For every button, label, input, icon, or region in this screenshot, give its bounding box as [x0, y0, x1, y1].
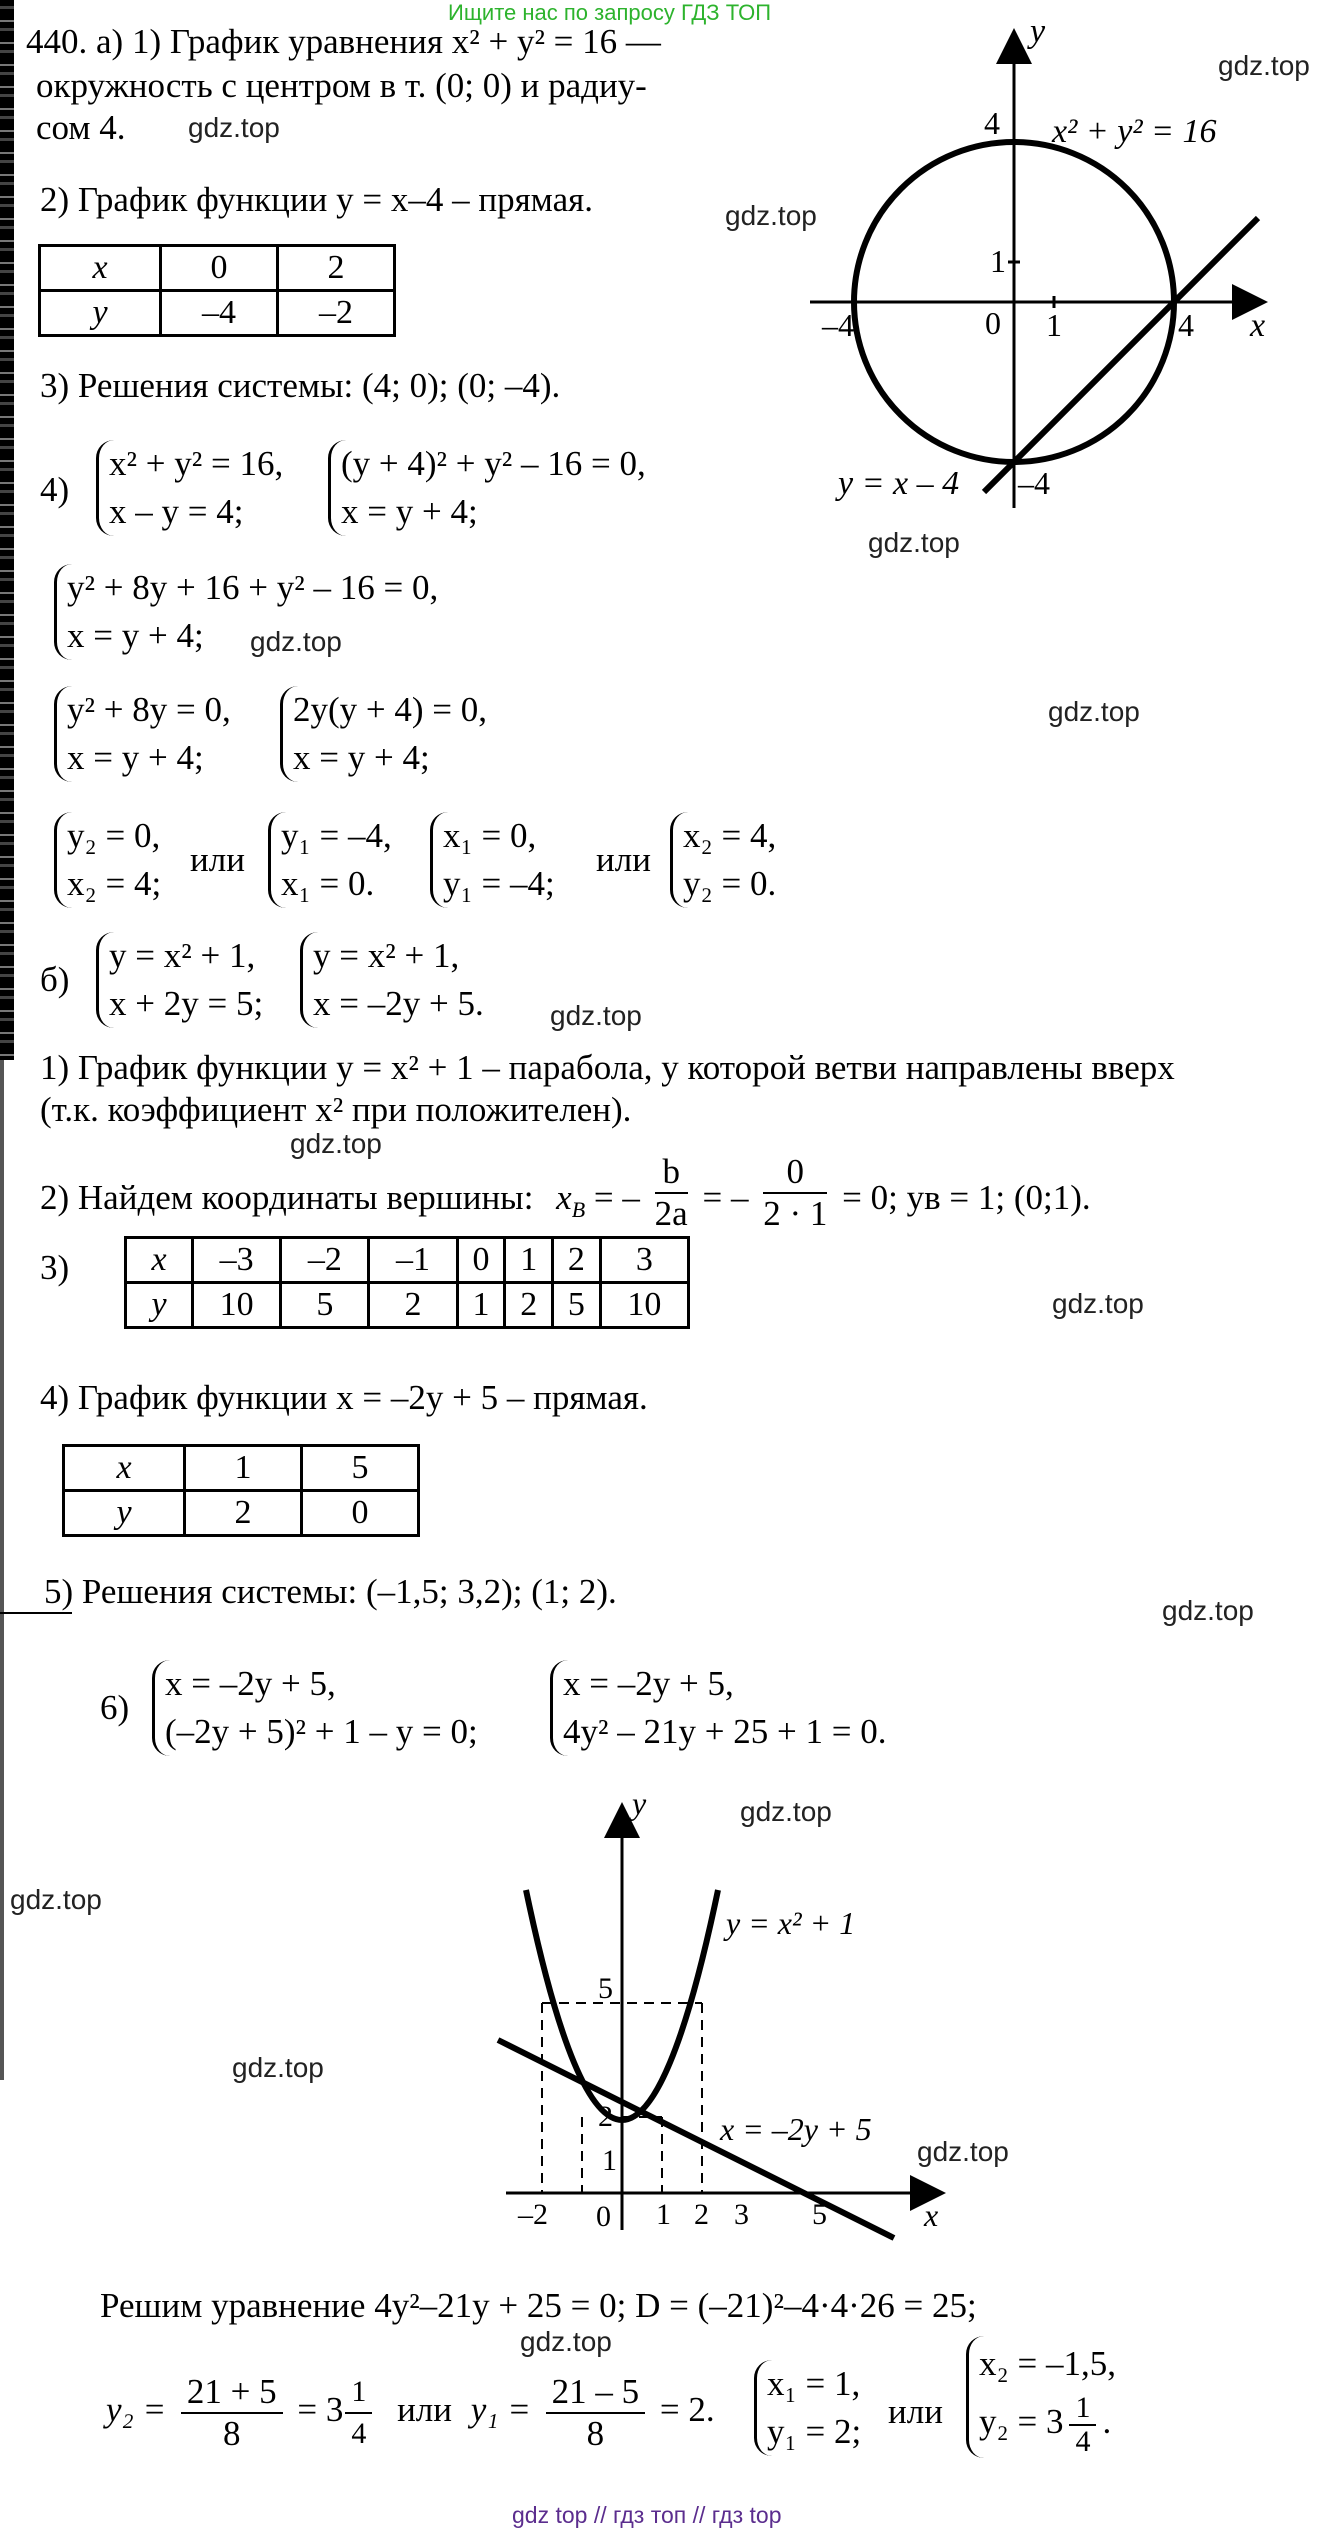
equation: y₁ = –4,	[281, 816, 392, 855]
part-label: б)	[40, 960, 70, 999]
watermark: gdz.top	[1162, 1595, 1254, 1626]
step-text: 1) График функции y = x² + 1 – парабола, у которой ветви направлены вверх	[40, 1048, 1175, 1087]
parabola-line-graph	[470, 1790, 970, 2260]
equation-system	[54, 564, 438, 660]
table-cell: 5	[302, 1446, 419, 1491]
equation: x₂ = 4;	[67, 864, 162, 903]
values-table-1	[38, 244, 396, 337]
equation: y₂ = 0,	[67, 816, 161, 855]
values-table-2	[124, 1236, 690, 1329]
tick-label: 1	[656, 2198, 671, 2231]
watermark: gdz.top	[550, 1000, 642, 1031]
tick-label: 4	[1178, 307, 1194, 343]
step-label: 6)	[100, 1688, 130, 1727]
watermark: gdz.top	[1048, 696, 1140, 727]
tick-label: 1	[1046, 307, 1062, 343]
equation: x = y + 4;	[341, 492, 478, 531]
equation: x = y + 4;	[293, 738, 430, 777]
equation: x = –2y + 5,	[165, 1664, 336, 1703]
equation: 4y² – 21y + 25 + 1 = 0.	[563, 1712, 887, 1751]
circle-label: x² + y² = 16	[1052, 113, 1217, 150]
equation-system	[268, 812, 392, 908]
step-label: 3)	[40, 1248, 70, 1287]
equation-system	[328, 440, 646, 536]
watermark: gdz.top	[520, 2326, 612, 2357]
table-cell: 0	[457, 1238, 505, 1283]
circle-line-graph	[780, 20, 1300, 520]
scan-edge-lower	[0, 1060, 4, 2080]
header-banner: Ищите нас по запросу ГДЗ ТОП	[448, 0, 772, 25]
parabola-label: y = x² + 1	[726, 1905, 856, 1941]
equation-system	[670, 812, 776, 908]
step-text: = 0; yв = 1; (0;1).	[842, 1178, 1091, 1218]
table-cell: 2	[553, 1238, 601, 1283]
tick-label: –4	[822, 307, 854, 343]
or-word: или	[888, 2392, 943, 2431]
scan-edge	[0, 0, 14, 1060]
equation-system	[430, 812, 555, 908]
fraction-numerator: 21 – 5	[546, 2372, 646, 2414]
table-cell: 10	[193, 1283, 281, 1328]
equation-system	[966, 2336, 1116, 2458]
equation: 2y(y + 4) = 0,	[293, 690, 488, 729]
table-cell: 0	[161, 246, 278, 291]
table-cell: 2	[505, 1283, 553, 1328]
watermark: gdz.top	[1052, 1288, 1144, 1319]
solution-line	[106, 2372, 715, 2454]
watermark: gdz.top	[232, 2052, 324, 2083]
table-cell: 0	[302, 1491, 419, 1536]
equation: y₂ = 0.	[683, 864, 777, 903]
watermark: gdz.top	[10, 1884, 102, 1915]
equation: x = –2y + 5,	[563, 1664, 734, 1703]
equation: (y + 4)² + y² – 16 = 0,	[341, 444, 646, 483]
footer-links: gdz top // гдз топ // гдз top	[512, 2502, 782, 2528]
table-cell: 2	[278, 246, 395, 291]
equation: y₁ = –4;	[443, 864, 555, 903]
equation: x₂ = –1,5,	[979, 2344, 1116, 2383]
watermark: gdz.top	[1218, 50, 1310, 81]
tick-label: 0	[596, 2200, 611, 2233]
table-cell: –4	[161, 291, 278, 336]
table-cell: x	[64, 1446, 185, 1491]
equation: y = x² + 1,	[313, 936, 460, 975]
equation-system	[300, 932, 484, 1028]
solve-line: Решим уравнение 4y²–21y + 25 = 0; D = (–21)²–4·4·26 = 25;	[100, 2286, 977, 2325]
y-axis-label: y	[1030, 20, 1046, 50]
table-cell: –2	[278, 291, 395, 336]
table-cell: –2	[281, 1238, 369, 1283]
tick-label: 2	[694, 2198, 709, 2231]
variable: y₂ =	[106, 2390, 167, 2430]
equation-system	[754, 2360, 861, 2456]
step-text: 4) График функции x = –2y + 5 – прямая.	[40, 1378, 648, 1417]
or-word: или	[397, 2390, 453, 2430]
text-line: окружность с центром в т. (0; 0) и радиу-	[36, 66, 647, 105]
table-cell: –1	[369, 1238, 457, 1283]
fraction-denominator: 8	[586, 2414, 605, 2453]
table-cell: y	[40, 291, 161, 336]
equation-system	[54, 686, 231, 782]
fraction-numerator: 21 + 5	[181, 2372, 283, 2414]
equation-system	[280, 686, 487, 782]
fraction-numerator: b	[655, 1152, 688, 1194]
equation-text: y₂ = 3	[979, 2402, 1064, 2442]
fraction-numerator: 0	[763, 1152, 827, 1194]
line-label: y = x – 4	[838, 465, 960, 502]
step-text: 2) Найдем координаты вершины:	[40, 1178, 534, 1218]
variable: x	[556, 1178, 572, 1218]
equals: = 3	[297, 2390, 344, 2430]
watermark: gdz.top	[250, 626, 342, 657]
tick-label: –4	[1018, 465, 1050, 501]
tick-label: 0	[985, 305, 1001, 341]
table-cell: 3	[600, 1238, 688, 1283]
table-cell: y	[64, 1491, 185, 1536]
fraction-denominator: 2 · 1	[763, 1194, 828, 1233]
equation: x₁ = 1,	[767, 2364, 861, 2403]
equation: x₂ = 4,	[683, 816, 777, 855]
or-word: или	[596, 840, 651, 879]
table-cell: 5	[553, 1283, 601, 1328]
watermark: gdz.top	[188, 112, 280, 143]
table-cell: 2	[185, 1491, 302, 1536]
watermark: gdz.top	[740, 1796, 832, 1827]
fraction-numerator: 1	[1069, 2392, 1096, 2426]
fraction-denominator: 4	[351, 2417, 367, 2450]
variable: y₁ =	[470, 2390, 531, 2430]
step-text: (т.к. коэффициент x² при положителен).	[40, 1090, 632, 1129]
equation: x – y = 4;	[109, 492, 244, 531]
watermark: gdz.top	[725, 200, 817, 231]
equation-system	[96, 440, 283, 536]
y-axis-label: y	[632, 1790, 647, 1821]
problem-heading: 440. а) 1) График уравнения x² + y² = 16 —	[26, 22, 661, 61]
watermark: gdz.top	[290, 1128, 382, 1159]
tick-label: 1	[602, 2144, 617, 2177]
line-curve	[984, 218, 1258, 492]
table-cell: 1	[185, 1446, 302, 1491]
table-cell: 10	[600, 1283, 688, 1328]
equation: x = y + 4;	[67, 616, 204, 655]
x-axis-label: x	[924, 2197, 939, 2233]
equation: y² + 8y + 16 + y² – 16 = 0,	[67, 568, 439, 607]
table-cell: x	[40, 246, 161, 291]
equation: x₁ = 0.	[281, 864, 375, 903]
watermark: gdz.top	[868, 527, 960, 558]
equation: y = x² + 1,	[109, 936, 256, 975]
tick-label: –2	[518, 2198, 548, 2231]
fraction-denominator: 4	[1075, 2425, 1091, 2458]
equation: x = y + 4;	[67, 738, 204, 777]
vertex-step: 2) Найдем координаты вершины: $x_B$ = – $\frac{b}{2a}$ = – $\frac{0}{2 \cdot 1}$ = 0; yв = 1; (0;1).	[40, 1152, 1091, 1233]
tick-label: 4	[984, 105, 1000, 141]
divider	[0, 1612, 72, 1614]
equation: (–2y + 5)² + 1 – y = 0;	[165, 1712, 478, 1751]
x-axis-label: x	[1250, 307, 1266, 344]
equation: y₂ = 3 $\frac{1}{4}$ .	[979, 2391, 1112, 2458]
table-cell: 1	[505, 1238, 553, 1283]
equation: x² + y² = 16,	[109, 444, 284, 483]
equation: y² + 8y = 0,	[67, 690, 231, 729]
values-table-3	[62, 1444, 420, 1537]
equals: = 2.	[659, 2390, 715, 2430]
fraction-denominator: 8	[222, 2414, 241, 2453]
tick-label: 2	[598, 2100, 613, 2133]
table-cell: y	[126, 1283, 193, 1328]
equation-system	[152, 1660, 478, 1756]
equation: x + 2y = 5;	[109, 984, 264, 1023]
text-line: сом 4.	[36, 108, 126, 147]
watermark: gdz.top	[917, 2136, 1009, 2167]
table-cell: –3	[193, 1238, 281, 1283]
table-cell: 5	[281, 1283, 369, 1328]
table-cell: 1	[457, 1283, 505, 1328]
step-label: 4)	[40, 470, 70, 509]
tick-label: 3	[734, 2198, 749, 2231]
step-text: 2) График функции y = x–4 – прямая.	[40, 180, 593, 219]
fraction-numerator: 1	[345, 2372, 372, 2414]
table-cell: x	[126, 1238, 193, 1283]
step-text: 5) Решения системы: (–1,5; 3,2); (1; 2).	[44, 1572, 617, 1611]
tick-label: 5	[598, 1972, 613, 2005]
equation: y₁ = 2;	[767, 2412, 862, 2451]
line-label: x = –2y + 5	[720, 2111, 872, 2147]
tick-label: 1	[990, 243, 1006, 279]
table-cell: 2	[369, 1283, 457, 1328]
equation-system	[96, 932, 263, 1028]
or-word: или	[190, 840, 245, 879]
equation: x = –2y + 5.	[313, 984, 484, 1023]
equation: x₁ = 0,	[443, 816, 537, 855]
equation-system	[550, 1660, 886, 1756]
equation-system	[54, 812, 161, 908]
tick-label: 5	[812, 2198, 827, 2231]
subscript: B	[571, 1197, 586, 1223]
fraction-denominator: 2a	[654, 1194, 688, 1233]
step-text: 3) Решения системы: (4; 0); (0; –4).	[40, 366, 561, 405]
